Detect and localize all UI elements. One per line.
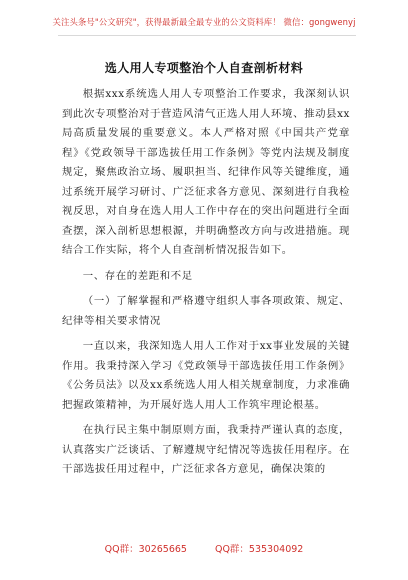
footer-qq-groups bbox=[0, 541, 408, 555]
qq-group-left: QQ群：30265665 bbox=[104, 544, 187, 555]
document-body bbox=[62, 85, 350, 480]
header-divider bbox=[58, 35, 356, 36]
section-heading: 一、存在的差距和不足 bbox=[82, 269, 193, 282]
paragraph-body: 在执行民主集中制原则方面，我秉持严谨认真的态度，认真落实广泛谈话、了解遵规守纪情况等选拔任用程序。在干部选拔任用过程中，广泛征求各方意见，确保决策的 bbox=[62, 424, 350, 475]
paragraph-body: 一直以来，我深知选人用人工作对于xx事业发展的关键作用。我秉持深入学习《党政领导干部选拔任用工作条例》《公务员法》以及xx系统选人用人相关规章制度，力求准确把握政策精神，为开展好选人用人工作筑牢理论根基。 bbox=[62, 340, 350, 411]
paragraph-intro: 根据xxx系统选人用人专项整治工作要求，我深刻认识到此次专项整治对于营造风清气正选人用人环境、推动县xx局高质量发展的重要意义。本人严格对照《中国共产党章程》《党政领导干部选拔任用工作条例》等党内法规及制度规定，聚焦政治立场、履职担当、纪律作风等关键维度，通过系统开展学习研讨、广泛征求各方意见、深刻进行自我检视反思，对自身在选人用人工作中存在的突出问题进行全面查摆，深入剖析思想根源，并明确整改方向与改进措施。现结合工作实际，将个人自查剖析情况报告如下。 bbox=[62, 88, 350, 256]
subsection-heading: （一）了解掌握和严格遵守组织人事各项政策、规定、纪律等相关要求情况 bbox=[62, 295, 350, 327]
document-title: 选人用人专项整治个人自查剖析材料 bbox=[104, 61, 304, 75]
header-promo-note: 关注头条号"公文研究"，获得最新最全最专业的公文资料库！ 微信：gongwenyj bbox=[52, 17, 356, 27]
qq-group-right: QQ群：535304092 bbox=[214, 544, 304, 555]
